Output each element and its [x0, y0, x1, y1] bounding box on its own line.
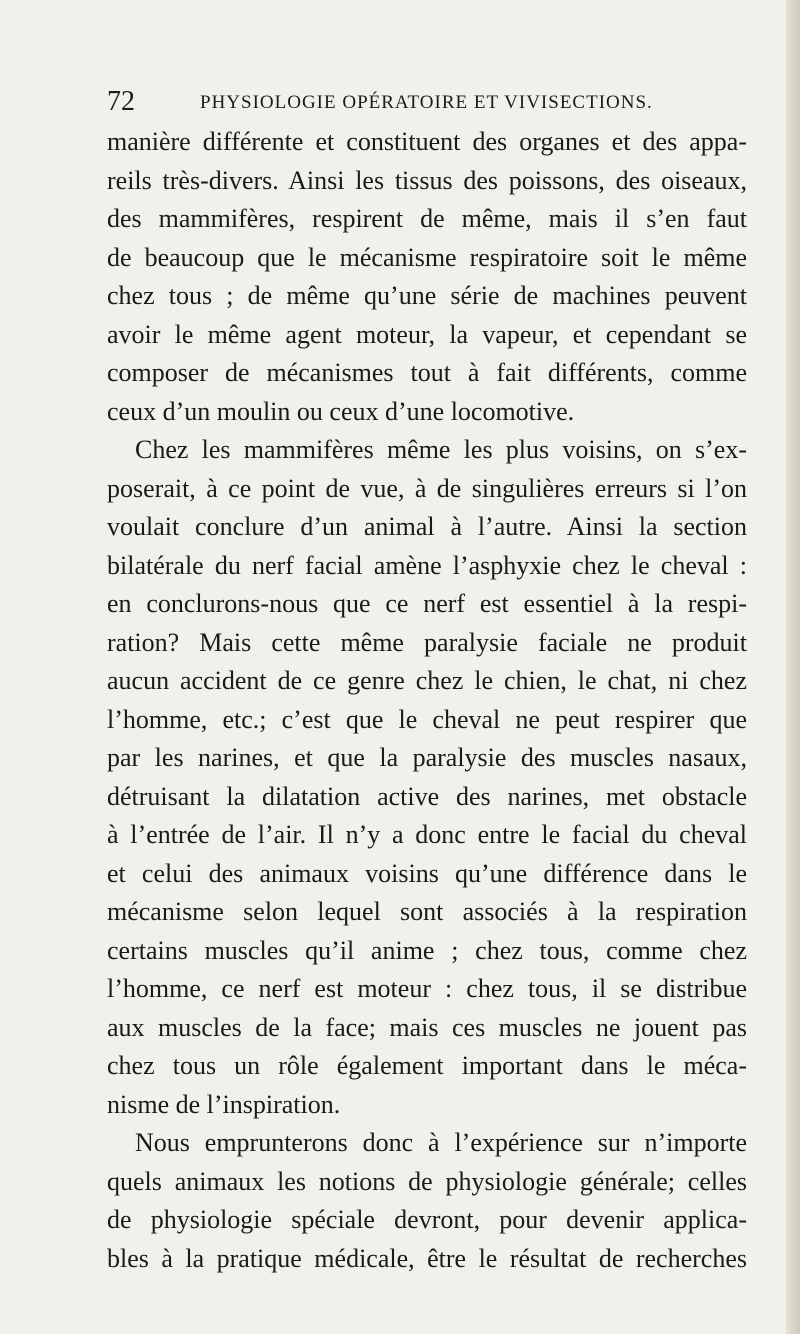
text-line: bles à la pratique médicale, être le résultat de recherches: [107, 1243, 747, 1273]
text-line: Nous emprunterons donc à l’expérience sur n’importe: [135, 1128, 747, 1157]
page-number: 72: [107, 86, 135, 117]
running-title: PHYSIOLOGIE OPÉRATOIRE ET VIVISECTIONS.: [200, 92, 653, 113]
text-line: de beaucoup que le mécanisme respiratoire soit le même: [107, 242, 747, 272]
text-line: détruisant la dilatation active des narines, met obstacle: [107, 781, 747, 811]
text-line: voulait conclure d’un animal à l’autre. Ainsi la section: [107, 512, 747, 541]
text-line: chez tous ; de même qu’une série de machines peuvent: [107, 281, 747, 310]
text-line: avoir le même agent moteur, la vapeur, et cependant se: [107, 319, 747, 349]
text-line: aucun accident de ce genre chez le chien, le chat, ni chez: [107, 666, 747, 695]
text-line: composer de mécanismes tout à fait différents, comme: [107, 358, 747, 387]
text-line: l’homme, ce nerf est moteur : chez tous, il se distribue: [107, 974, 747, 1003]
text-line: mécanisme selon lequel sont associés à la respiration: [107, 897, 747, 926]
text-line: certains muscles qu’il anime ; chez tous, comme chez: [107, 935, 747, 965]
text-line: poserait, à ce point de vue, à de singulières erreurs si l’on: [107, 473, 747, 503]
text-line: reils très-divers. Ainsi les tissus des poissons, des oiseaux,: [107, 165, 747, 195]
page-header: [107, 86, 747, 120]
text-line: Chez les mammifères même les plus voisins, on s’ex-: [135, 435, 747, 464]
text-line: par les narines, et que la paralysie des muscles nasaux,: [107, 743, 747, 772]
text-line: chez tous un rôle également important dans le méca-: [107, 1051, 747, 1080]
text-line: en conclurons-nous que ce nerf est essentiel à la respi-: [107, 589, 747, 618]
text-line: l’homme, etc.; c’est que le cheval ne peut respirer que: [107, 704, 747, 734]
text-line: et celui des animaux voisins qu’une différence dans le: [107, 858, 747, 888]
text-line: à l’entrée de l’air. Il n’y a donc entre le facial du cheval: [107, 820, 747, 849]
text-line: des mammifères, respirent de même, mais il s’en faut: [107, 204, 747, 233]
text-line: de physiologie spéciale devront, pour devenir applica-: [107, 1205, 747, 1234]
text-line: aux muscles de la face; mais ces muscles ne jouent pas: [107, 1012, 747, 1042]
text-line: nisme de l’inspiration.: [107, 1089, 341, 1119]
text-line: bilatérale du nerf facial amène l’asphyxie chez le cheval :: [107, 550, 747, 580]
text-line: ration? Mais cette même paralysie faciale ne produit: [107, 627, 747, 657]
text-line: ceux d’un moulin ou ceux d’une locomotive.: [107, 396, 575, 426]
page-edge: [786, 0, 800, 1334]
text-line: quels animaux les notions de physiologie générale; celles: [107, 1166, 747, 1196]
body-text: [107, 123, 747, 1278]
text-line: manière différente et constituent des organes et des appa-: [107, 127, 747, 156]
